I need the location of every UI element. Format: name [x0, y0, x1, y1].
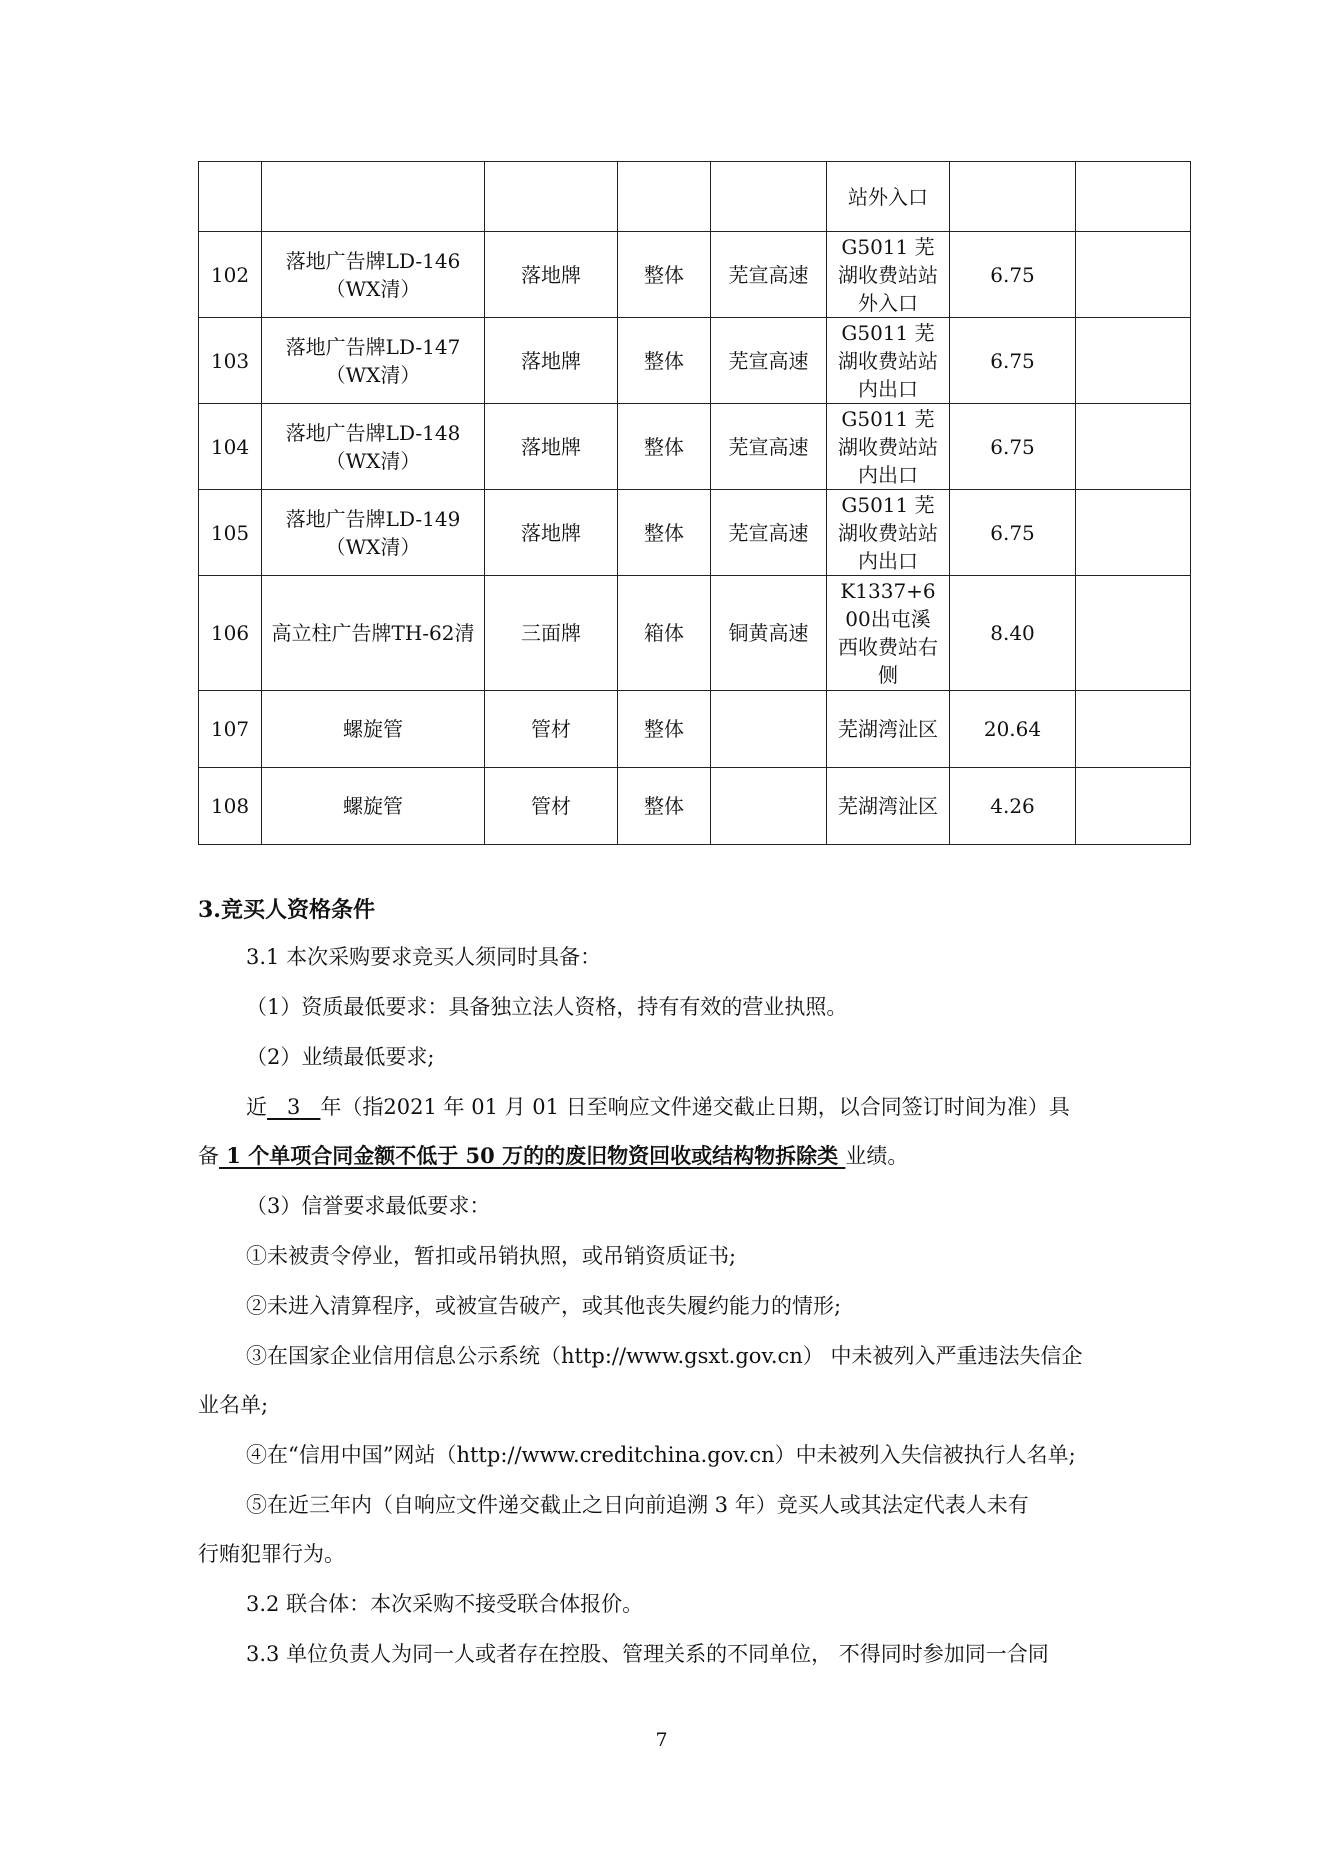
performance-period: 年（指2021 年 01 月 01 日至响应文件递交截止日期，以合同签订时间为准）具 [320, 1095, 1070, 1119]
table-row [199, 768, 1191, 845]
cell-name: 落地广告牌LD-148（WX清） [262, 404, 485, 490]
paragraph-3-3: 3.3 单位负责人为同一人或者存在控股、管理关系的不同单位， 不得同时参加同一合同 [246, 1642, 1049, 1666]
table-row [199, 490, 1191, 576]
cell-name: 螺旋管 [262, 768, 485, 845]
performance-prefix: 近 [246, 1095, 267, 1119]
section-heading: 3.竞买人资格条件 [198, 897, 375, 923]
credit-item-3-line-2: 业名单; [198, 1393, 269, 1417]
cell-location: 站外入口 [827, 162, 950, 232]
cell-location: G5011 芜湖收费站站内出口 [827, 404, 950, 490]
table-row [199, 318, 1191, 404]
performance-years: 3 [287, 1095, 301, 1119]
cell-no [199, 162, 262, 232]
cell-form: 整体 [618, 768, 711, 845]
cell-name [262, 162, 485, 232]
cell-type [485, 162, 618, 232]
cell-name: 螺旋管 [262, 691, 485, 768]
cell-location: 芜湖湾沚区 [827, 691, 950, 768]
cell-road [711, 691, 827, 768]
cell-form: 整体 [618, 691, 711, 768]
cell-remark [1076, 162, 1191, 232]
credit-item-5-line-2: 行贿犯罪行为。 [198, 1542, 345, 1566]
cell-road: 芜宣高速 [711, 232, 827, 318]
cell-no: 102 [199, 232, 262, 318]
cell-road: 芜宣高速 [711, 404, 827, 490]
credit-item-4: ④在“信用中国”网站（http://www.creditchina.gov.cn）中未被列入失信被执行人名单; [246, 1443, 1076, 1467]
cell-road [711, 768, 827, 845]
performance-line-1 [246, 1092, 1118, 1122]
cell-no: 105 [199, 490, 262, 576]
cell-type: 三面牌 [485, 576, 618, 691]
cell-location: G5011 芜湖收费站站内出口 [827, 318, 950, 404]
requirement-qualification: （1）资质最低要求：具备独立法人资格，持有有效的营业执照。 [246, 995, 848, 1019]
cell-no: 104 [199, 404, 262, 490]
page-number: 7 [655, 1729, 668, 1751]
cell-location: 芜湖湾沚区 [827, 768, 950, 845]
cell-remark [1076, 576, 1191, 691]
cell-form: 整体 [618, 404, 711, 490]
cell-road: 芜宣高速 [711, 490, 827, 576]
cell-road [711, 162, 827, 232]
cell-no: 108 [199, 768, 262, 845]
requirement-performance: （2）业绩最低要求; [246, 1045, 435, 1069]
cell-area [950, 162, 1076, 232]
cell-no: 107 [199, 691, 262, 768]
performance-prefix-2: 备 [198, 1144, 219, 1168]
cell-area: 6.75 [950, 404, 1076, 490]
cell-form: 整体 [618, 490, 711, 576]
cell-name: 落地广告牌LD-147（WX清） [262, 318, 485, 404]
cell-name: 高立柱广告牌TH-62清 [262, 576, 485, 691]
cell-name: 落地广告牌LD-149（WX清） [262, 490, 485, 576]
cell-area: 8.40 [950, 576, 1076, 691]
cell-location: G5011 芜湖收费站站内出口 [827, 490, 950, 576]
credit-item-1: ①未被责令停业，暂扣或吊销执照，或吊销资质证书; [246, 1244, 737, 1268]
cell-remark [1076, 318, 1191, 404]
cell-name: 落地广告牌LD-146（WX清） [262, 232, 485, 318]
cell-remark [1076, 490, 1191, 576]
performance-line-2 [198, 1141, 1118, 1171]
cell-road: 芜宣高速 [711, 318, 827, 404]
cell-no: 106 [199, 576, 262, 691]
credit-item-2: ②未进入清算程序，或被宣告破产，或其他丧失履约能力的情形; [246, 1294, 842, 1318]
table-row [199, 576, 1191, 691]
credit-item-3-line-1: ③在国家企业信用信息公示系统（http://www.gsxt.gov.cn） 中未被列入严重违法失信企 [246, 1344, 1083, 1368]
table-row-continuation [199, 162, 1191, 232]
cell-form [618, 162, 711, 232]
paragraph-3-2: 3.2 联合体：本次采购不接受联合体报价。 [246, 1592, 644, 1616]
cell-form: 箱体 [618, 576, 711, 691]
cell-area: 6.75 [950, 490, 1076, 576]
cell-location: G5011 芜湖收费站站外入口 [827, 232, 950, 318]
cell-area: 20.64 [950, 691, 1076, 768]
table-row [199, 232, 1191, 318]
cell-type: 管材 [485, 768, 618, 845]
cell-area: 6.75 [950, 318, 1076, 404]
credit-item-5-line-1: ⑤在近三年内（自响应文件递交截止之日向前追溯 3 年）竞买人或其法定代表人未有 [246, 1493, 1029, 1517]
cell-form: 整体 [618, 318, 711, 404]
cell-type: 落地牌 [485, 318, 618, 404]
cell-remark [1076, 404, 1191, 490]
cell-location: K1337+600出屯溪西收费站右侧 [827, 576, 950, 691]
table-row [199, 691, 1191, 768]
cell-remark [1076, 232, 1191, 318]
performance-requirement: 1 个单项合同金额不低于 50 万的的废旧物资回收或结构物拆除类 [219, 1143, 846, 1168]
cell-type: 落地牌 [485, 404, 618, 490]
cell-type: 管材 [485, 691, 618, 768]
cell-area: 6.75 [950, 232, 1076, 318]
asset-table [198, 161, 1191, 845]
table-row [199, 404, 1191, 490]
cell-no: 103 [199, 318, 262, 404]
cell-form: 整体 [618, 232, 711, 318]
performance-suffix: 业绩。 [845, 1144, 909, 1168]
cell-type: 落地牌 [485, 490, 618, 576]
cell-remark [1076, 691, 1191, 768]
cell-road: 铜黄高速 [711, 576, 827, 691]
paragraph-3-1: 3.1 本次采购要求竞买人须同时具备： [246, 945, 602, 969]
cell-area: 4.26 [950, 768, 1076, 845]
cell-remark [1076, 768, 1191, 845]
requirement-credit: （3）信誉要求最低要求： [246, 1194, 491, 1218]
cell-type: 落地牌 [485, 232, 618, 318]
